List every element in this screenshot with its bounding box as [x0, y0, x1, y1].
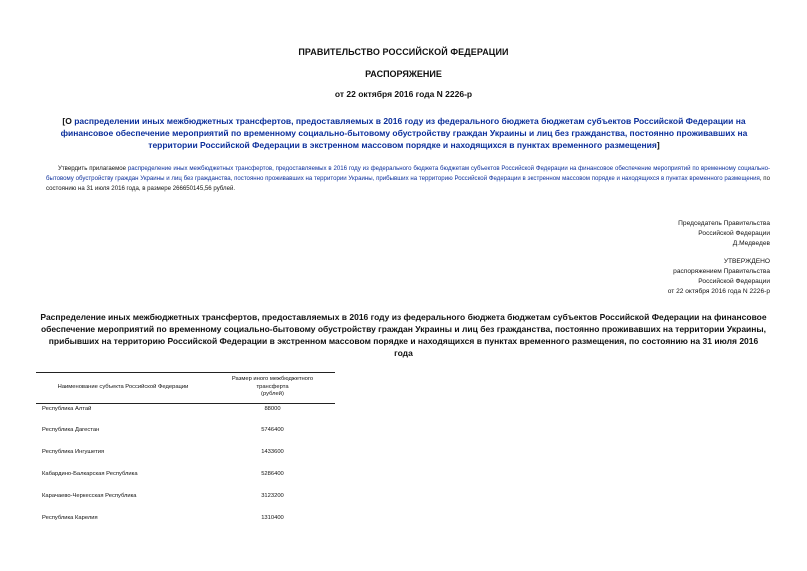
- distribution-link[interactable]: распределение иных межбюджетных трансфертов, предоставляемых в 2016 году из федерального бюджета бюджетам субъектов Российской Федерации на финансовое обеспечение мероприятий по временному социально-бытовому обустройству граждан Украины и лиц без гражданства, постоянно проживавших на территории Украины, прибывших на территорию Российской Федерации в экстренном массовом порядке и находящихся в пунктах временного размещения: [46, 165, 770, 182]
- transfer-amount: 88000: [264, 405, 281, 412]
- signature-organization: Российской Федерации: [698, 230, 770, 237]
- table-row: [36, 447, 335, 469]
- table-row: [36, 403, 335, 425]
- region-name: Республика Ингушетия: [42, 449, 105, 456]
- table-header-row: [36, 373, 335, 404]
- order-rest: , по состоянию на 31 июля 2016 года, в размере 266650145,56 рублей.: [46, 175, 770, 192]
- distribution-title: Распределение иных межбюджетных трансфертов, предоставляемых в 2016 году из федерального бюджета бюджетам субъектов Российской Федерации на финансовое обеспечение мероприятий по временному социально-бытовому обустройству граждан Украины и лиц без гражданства, постоянно проживавших на территории Украины, прибывших на территорию Российской Федерации в экстренном массовом порядке и находящихся в пунктах временного размещения, по состоянию на 31 июля 2016 года: [40, 312, 767, 358]
- amount-header-line: трансферта: [256, 383, 289, 390]
- table-row: [36, 513, 335, 535]
- region-name: Республика Карелия: [42, 514, 98, 521]
- transfer-amount: 5286400: [261, 471, 284, 478]
- subject-first-letter: О: [65, 116, 72, 126]
- approved-label: УТВЕРЖДЕНО: [723, 258, 770, 265]
- document-subject: [46, 115, 762, 151]
- subject-link[interactable]: распределении иных межбюджетных трансфертов, предоставляемых в 2016 году из федерального бюджета бюджетам субъектов Российской Федерации на финансовое обеспечение мероприятий по временному социально-бытовому обустройству граждан Украины и лиц без гражданства, постоянно проживавших на территории Российской Федерации в экстренном массовом порядке и находящихся в пунктах временного размещения: [60, 116, 748, 150]
- table-row: [36, 491, 335, 513]
- table-row: [36, 425, 335, 447]
- order-paragraph: [46, 164, 770, 194]
- signature-name: Д.Медведев: [732, 240, 770, 247]
- transfer-amount: 3123200: [261, 493, 284, 500]
- region-name: Карачаево-Черкесская Республика: [42, 493, 137, 500]
- region-name: Республика Дагестан: [42, 427, 100, 434]
- region-name: Республика Алтай: [42, 405, 92, 412]
- approved-date-number: от 22 октября 2016 года N 2226-р: [667, 288, 770, 295]
- transfer-amount: 1310400: [261, 514, 284, 521]
- column-header-amount: [210, 373, 335, 404]
- transfer-amount: 5746400: [261, 427, 284, 434]
- approved-organization: Российской Федерации: [698, 278, 770, 285]
- approved-by: распоряжением Правительства: [673, 268, 770, 275]
- approval-stamp-block: [510, 257, 770, 297]
- document-date-number: от 22 октября 2016 года N 2226-р: [334, 89, 473, 99]
- signature-block: [510, 219, 770, 249]
- amount-header-line: Размер иного межбюджетного: [231, 376, 314, 382]
- signature-position: Председатель Правительства: [678, 220, 770, 227]
- transfer-amount: 1433600: [261, 449, 284, 456]
- subject-bracket-open: [: [62, 116, 66, 126]
- region-name: Кабардино-Балкарская Республика: [42, 471, 138, 478]
- government-heading: ПРАВИТЕЛЬСТВО РОССИЙСКОЙ ФЕДЕРАЦИИ: [298, 47, 509, 57]
- table-row: [36, 469, 335, 491]
- column-header-region: Наименование субъекта Российской Федерации: [36, 373, 210, 404]
- amount-header-line: (рублей): [261, 391, 284, 397]
- document-type-heading: РАСПОРЯЖЕНИЕ: [365, 69, 442, 79]
- distribution-table: [36, 372, 335, 535]
- subject-bracket-close: ]: [656, 140, 660, 150]
- order-intro: Утвердить прилагаемое: [58, 165, 128, 172]
